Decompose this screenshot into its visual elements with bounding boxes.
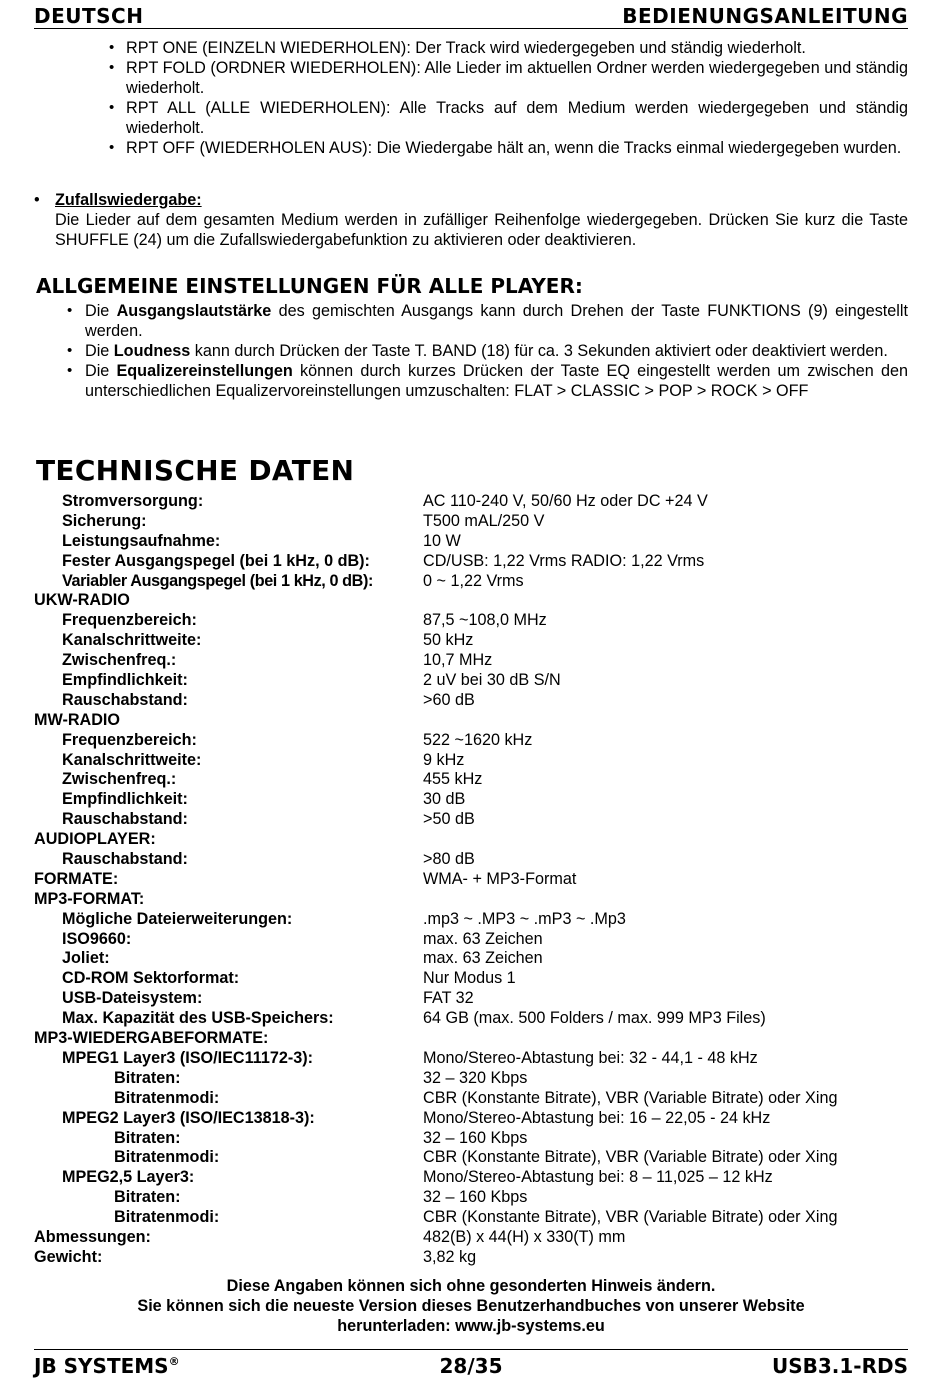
spec-label: Bitratenmodi:: [114, 1208, 220, 1227]
spec-row: [34, 690, 908, 710]
spec-label: Kanalschrittweite:: [62, 631, 202, 650]
spec-row: [34, 1147, 908, 1167]
shuffle-text: Die Lieder auf dem gesamten Medium werden in zufälliger Reihenfolge wiedergegeben. Drücken Sie kurz die Taste SHUFFLE (24) um die Zufallswiedergabefunktion zu aktivieren oder deaktivieren.: [55, 211, 908, 249]
repeat-modes-list: [34, 38, 908, 158]
spec-value: 32 – 160 Kbps: [423, 1128, 528, 1147]
list-item: • RPT OFF (WIEDERHOLEN AUS): Die Wiedergabe hält an, wenn die Tracks einmal wiedergegeben wurden.: [126, 138, 908, 158]
shuffle-title: • Zufallswiedergabe:: [55, 190, 908, 210]
spec-label: MPEG2 Layer3 (ISO/IEC13818-3):: [62, 1108, 315, 1127]
header-language: DEUTSCH: [34, 4, 144, 28]
spec-label: Stromversorgung:: [62, 492, 204, 510]
spec-row: [34, 1008, 908, 1028]
spec-label: AUDIOPLAYER:: [34, 830, 156, 849]
spec-row: [34, 769, 908, 789]
spec-value: WMA- + MP3-Format: [423, 869, 577, 888]
spec-value: >50 dB: [423, 810, 475, 829]
spec-label: Zwischenfreq.:: [62, 651, 177, 670]
spec-label: USB-Dateisystem:: [62, 989, 203, 1008]
spec-label: Abmessungen:: [34, 1227, 151, 1246]
spec-value: 522 ~1620 kHz: [423, 730, 533, 749]
spec-value: T500 mAL/250 V: [423, 511, 545, 530]
spec-row: [34, 1028, 908, 1048]
spec-label: Leistungsaufnahme:: [62, 531, 221, 550]
spec-label: MP3-WIEDERGABEFORMATE:: [34, 1029, 269, 1048]
spec-row: [34, 849, 908, 869]
spec-label: Max. Kapazität des USB-Speichers:: [62, 1009, 334, 1028]
spec-label: Kanalschrittweite:: [62, 750, 202, 769]
spec-row: [34, 1247, 908, 1267]
spec-value: 0 ~ 1,22 Vrms: [423, 571, 524, 590]
footnote-line: Sie können sich die neueste Version dieses Benutzerhandbuches von unserer Website: [137, 1297, 805, 1315]
spec-value: >80 dB: [423, 850, 475, 869]
list-item: • Die Ausgangslautstärke des gemischten Ausgangs kann durch Drehen der Taste FUNKTIONS (9) eingestellt werden.: [85, 301, 908, 341]
spec-row: [34, 750, 908, 770]
spec-row: [34, 650, 908, 670]
spec-row: [34, 551, 908, 571]
spec-value: Mono/Stereo-Abtastung bei: 16 – 22,05 - 24 kHz: [423, 1108, 771, 1127]
footnote: [34, 1276, 908, 1336]
spec-row: [34, 511, 908, 531]
spec-row: [34, 1068, 908, 1088]
spec-label: Frequenzbereich:: [62, 611, 197, 630]
spec-value: 482(B) x 44(H) x 330(T) mm: [423, 1227, 626, 1246]
spec-label: Frequenzbereich:: [62, 730, 197, 749]
spec-label: FORMATE:: [34, 869, 119, 888]
spec-label: UKW-RADIO: [34, 591, 130, 610]
spec-value: AC 110-240 V, 50/60 Hz oder DC +24 V: [423, 492, 708, 510]
spec-row: [34, 1128, 908, 1148]
spec-value: Mono/Stereo-Abtastung bei: 8 – 11,025 – 12 kHz: [423, 1168, 773, 1187]
spec-value: Nur Modus 1: [423, 969, 516, 988]
spec-label: Joliet:: [62, 949, 110, 968]
spec-value: 2 uV bei 30 dB S/N: [423, 671, 561, 690]
spec-row: [34, 988, 908, 1008]
spec-label: Bitraten:: [114, 1068, 181, 1087]
spec-row: [34, 809, 908, 829]
spec-table: [34, 491, 908, 1267]
spec-row: [34, 1108, 908, 1128]
spec-value: 32 – 160 Kbps: [423, 1188, 528, 1207]
spec-label: Bitratenmodi:: [114, 1088, 220, 1107]
spec-label: Mögliche Dateierweiterungen:: [62, 909, 293, 928]
footnote-line: herunterladen: www.jb-systems.eu: [337, 1317, 605, 1335]
spec-row: [34, 1227, 908, 1247]
page-header: [34, 2, 908, 29]
footnote-line: Diese Angaben können sich ohne gesonderten Hinweis ändern.: [226, 1277, 716, 1295]
spec-value: CD/USB: 1,22 Vrms RADIO: 1,22 Vrms: [423, 551, 705, 570]
spec-value: CBR (Konstante Bitrate), VBR (Variable Bitrate) oder Xing: [423, 1148, 838, 1167]
list-item: • Die Equalizereinstellungen können durch kurzes Drücken der Taste EQ eingestellt werden um zwischen den unterschiedlichen Equalizervoreinstellungen umzuschalten: FLAT > CLASSIC > POP > ROCK > OFF: [85, 361, 908, 401]
spec-value: max. 63 Zeichen: [423, 929, 543, 948]
spec-label: Sicherung:: [62, 511, 147, 530]
footer-model: USB3.1-RDS: [771, 1354, 908, 1378]
list-item: • Die Loudness kann durch Drücken der Taste T. BAND (18) für ca. 3 Sekunden aktiviert oder deaktiviert werden.: [85, 341, 908, 361]
spec-label: Rauschabstand:: [62, 850, 188, 869]
spec-row: [34, 968, 908, 988]
spec-row: [34, 571, 908, 591]
spec-value: FAT 32: [423, 989, 474, 1008]
spec-label: Empfindlichkeit:: [62, 790, 188, 809]
spec-label: Gewicht:: [34, 1247, 103, 1266]
spec-label: ISO9660:: [62, 929, 132, 948]
spec-label: CD-ROM Sektorformat:: [62, 969, 240, 988]
spec-label: Bitraten:: [114, 1188, 181, 1207]
spec-label: Bitraten:: [114, 1128, 181, 1147]
spec-value: 455 kHz: [423, 770, 483, 789]
spec-label: Empfindlichkeit:: [62, 671, 188, 690]
spec-label: Zwischenfreq.:: [62, 770, 177, 789]
spec-label: Variabler Ausgangspegel (bei 1 kHz, 0 dB):: [62, 571, 373, 590]
spec-row: [34, 491, 908, 511]
spec-label: MPEG2,5 Layer3:: [62, 1168, 195, 1187]
spec-label: Bitratenmodi:: [114, 1148, 220, 1167]
spec-value: CBR (Konstante Bitrate), VBR (Variable Bitrate) oder Xing: [423, 1088, 838, 1107]
spec-value: 10 W: [423, 531, 461, 550]
spec-row: [34, 610, 908, 630]
spec-label: MW-RADIO: [34, 710, 120, 729]
spec-row: [34, 789, 908, 809]
spec-value: >60 dB: [423, 690, 475, 709]
list-item: • RPT FOLD (ORDNER WIEDERHOLEN): Alle Lieder im aktuellen Ordner werden wiedergegeben und ständig wiederholt.: [126, 58, 908, 98]
spec-value: 30 dB: [423, 790, 466, 809]
spec-row: [34, 929, 908, 949]
spec-row: [34, 630, 908, 650]
spec-row: [34, 590, 908, 610]
header-doc-type: BEDIENUNGSANLEITUNG: [622, 4, 908, 28]
spec-label: MP3-FORMAT:: [34, 889, 145, 908]
spec-row: [34, 889, 908, 909]
spec-value: 64 GB (max. 500 Folders / max. 999 MP3 Files): [423, 1009, 766, 1028]
spec-label: Rauschabstand:: [62, 690, 188, 709]
spec-row: [34, 1187, 908, 1207]
spec-row: [34, 730, 908, 750]
spec-label: Fester Ausgangspegel (bei 1 kHz, 0 dB):: [62, 551, 370, 570]
list-item: • RPT ALL (ALLE WIEDERHOLEN): Alle Tracks auf dem Medium werden wiedergegeben und ständig wiederholt.: [126, 98, 908, 138]
spec-value: max. 63 Zeichen: [423, 949, 543, 968]
spec-row: [34, 1207, 908, 1227]
spec-row: [34, 670, 908, 690]
page-footer: [34, 1349, 908, 1380]
spec-value: .mp3 ~ .MP3 ~ .mP3 ~ .Mp3: [423, 909, 626, 928]
spec-value: 9 kHz: [423, 750, 465, 769]
page-number: 28/35: [439, 1354, 503, 1378]
spec-label: MPEG1 Layer3 (ISO/IEC11172-3):: [62, 1048, 314, 1067]
spec-value: 3,82 kg: [423, 1247, 477, 1266]
spec-value: 10,7 MHz: [423, 651, 493, 670]
general-settings-list: [34, 301, 908, 401]
spec-label: Rauschabstand:: [62, 810, 188, 829]
spec-row: [34, 948, 908, 968]
spec-row: [34, 909, 908, 929]
general-settings-heading: ALLGEMEINE EINSTELLUNGEN FÜR ALLE PLAYER:: [36, 274, 583, 298]
spec-row: [34, 869, 908, 889]
spec-row: [34, 710, 908, 730]
spec-value: 32 – 320 Kbps: [423, 1068, 528, 1087]
spec-row: [34, 1048, 908, 1068]
list-item: • RPT ONE (EINZELN WIEDERHOLEN): Der Track wird wiedergegeben und ständig wiederholt.: [126, 38, 908, 58]
tech-data-heading: TECHNISCHE DATEN: [36, 454, 355, 487]
spec-row: [34, 829, 908, 849]
spec-value: Mono/Stereo-Abtastung bei: 32 - 44,1 - 48 kHz: [423, 1048, 758, 1067]
spec-row: [34, 1088, 908, 1108]
shuffle-section: [34, 190, 908, 250]
footer-brand: JB SYSTEMS®: [34, 1354, 180, 1378]
spec-row: [34, 531, 908, 551]
spec-value: 50 kHz: [423, 631, 474, 650]
spec-value: 87,5 ~108,0 MHz: [423, 611, 547, 630]
spec-row: [34, 1167, 908, 1187]
spec-value: CBR (Konstante Bitrate), VBR (Variable Bitrate) oder Xing: [423, 1208, 838, 1227]
